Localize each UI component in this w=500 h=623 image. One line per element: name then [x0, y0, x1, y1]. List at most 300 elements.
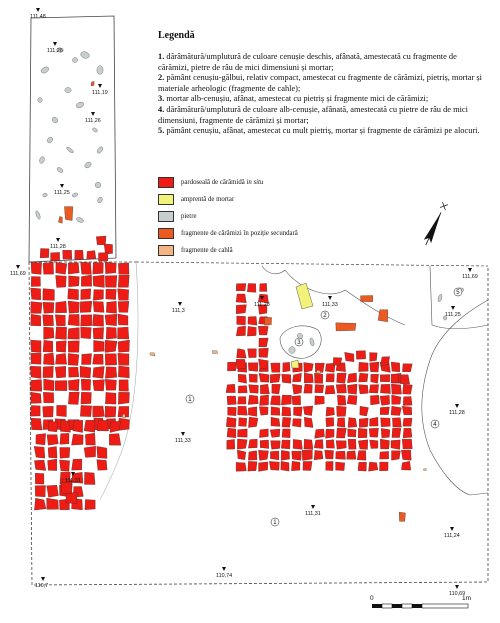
key-brick-secondary: fragmente de cărămizi în poziție secundară	[158, 226, 458, 240]
brick	[348, 418, 357, 428]
brick	[31, 392, 42, 403]
brick	[119, 380, 129, 391]
key-tile-fragments: fragmente de cahlă	[158, 243, 458, 257]
brick	[282, 417, 291, 427]
key-stones: pietre	[158, 209, 458, 223]
brick	[68, 392, 79, 405]
brick	[81, 327, 92, 339]
brick	[227, 428, 236, 438]
brick	[96, 236, 106, 245]
brick	[392, 418, 401, 428]
elevation-triangle-icon	[53, 42, 57, 46]
brick	[292, 384, 302, 394]
elevation-label: 111,25	[54, 190, 70, 196]
mortar-imprint	[296, 283, 313, 309]
brick	[47, 435, 58, 446]
brick	[347, 373, 356, 383]
brick	[380, 451, 389, 459]
elevation-label: 110,74	[216, 573, 233, 579]
elevation-label: 111,69	[10, 271, 26, 277]
stone	[76, 217, 84, 224]
brick	[336, 451, 346, 459]
stone	[75, 101, 84, 109]
brick	[260, 440, 269, 449]
brick	[105, 314, 117, 326]
brick	[370, 440, 378, 449]
brick	[380, 439, 389, 449]
brick	[31, 302, 42, 314]
brick	[238, 429, 248, 437]
elevation-label: 111,26	[47, 48, 63, 54]
brick	[51, 252, 60, 261]
layer-number-label: 4	[433, 422, 437, 429]
tile-fragment	[317, 370, 321, 373]
elevation-marker	[462, 268, 478, 280]
brick	[294, 407, 303, 416]
brick	[84, 446, 96, 457]
brick	[81, 262, 92, 274]
brick	[81, 289, 91, 300]
brick	[72, 434, 84, 445]
brick	[283, 362, 290, 372]
elevation-triangle-icon	[222, 567, 226, 571]
brick	[258, 326, 268, 335]
brick	[402, 439, 412, 449]
elevation-label: 111,48	[30, 14, 46, 20]
elevation-label: 111,31	[305, 511, 321, 517]
layer-number-label: 1	[188, 397, 192, 404]
brick	[60, 448, 70, 459]
brick	[93, 301, 104, 312]
elevation-triangle-icon	[60, 184, 64, 188]
elevation-label: 111,28	[50, 244, 66, 250]
brick	[391, 440, 400, 450]
brick	[105, 406, 116, 417]
elevation-label: 111,31	[65, 478, 81, 484]
brick	[40, 249, 49, 258]
layer-number-marker	[271, 518, 279, 526]
mortar-imprint	[291, 360, 299, 368]
brick	[304, 439, 313, 449]
brick	[118, 289, 129, 301]
brick	[44, 379, 55, 391]
elevation-marker	[85, 112, 101, 124]
elevation-marker	[175, 432, 191, 444]
brick	[347, 451, 356, 460]
brick	[260, 395, 269, 406]
brick	[56, 327, 67, 339]
stone	[97, 65, 104, 74]
brick	[271, 441, 281, 450]
brick	[326, 440, 334, 449]
brick	[292, 419, 301, 428]
layer-number-marker	[295, 338, 303, 346]
brick	[315, 429, 325, 438]
stone	[309, 338, 315, 347]
brick	[358, 428, 367, 437]
brick	[248, 439, 257, 448]
brick	[93, 314, 104, 326]
brick	[370, 417, 379, 426]
brick	[68, 353, 79, 365]
brick	[93, 328, 104, 340]
brick	[359, 362, 369, 371]
stone	[97, 196, 104, 203]
brick	[392, 428, 401, 437]
brick	[236, 284, 246, 291]
brick	[271, 417, 280, 426]
brick	[371, 374, 379, 383]
brick	[336, 462, 345, 471]
brick	[68, 263, 79, 275]
brick	[269, 461, 279, 470]
brick	[236, 359, 246, 368]
elevation-triangle-icon	[451, 306, 455, 310]
brick	[281, 450, 290, 460]
brick	[84, 472, 95, 484]
brick	[73, 420, 83, 432]
legend-item-4: 4. dărâmătură/umplutură de culoare alb-cenușie, afânată, amestecată cu pietre de râu de mici dimensiuni, fragmente de cărămizi și mortar;	[158, 104, 468, 125]
stone	[35, 210, 41, 220]
brick	[80, 405, 91, 416]
brick	[303, 406, 313, 416]
elevation-marker	[54, 184, 70, 196]
brick	[304, 373, 313, 383]
brick	[356, 351, 366, 360]
brick	[47, 498, 59, 509]
brick	[304, 417, 313, 427]
elevation-marker	[172, 302, 185, 314]
stone	[80, 51, 90, 60]
brick	[381, 418, 391, 427]
swatch-brick-secondary	[158, 228, 174, 239]
elevation-label: 111,28	[449, 410, 465, 416]
brick	[227, 396, 236, 405]
brick	[81, 315, 92, 326]
brick	[258, 450, 268, 460]
brick	[35, 486, 45, 497]
brick	[248, 349, 257, 358]
elevation-triangle-icon	[16, 265, 20, 269]
brick	[370, 395, 379, 405]
brick	[314, 440, 323, 449]
brick-fragment	[336, 323, 356, 331]
brick	[36, 434, 46, 445]
brick	[31, 277, 40, 287]
brick	[56, 341, 66, 353]
brick	[82, 354, 92, 365]
swatch-stones	[158, 211, 174, 222]
brick	[68, 328, 80, 340]
brick	[360, 406, 369, 416]
brick	[271, 407, 280, 416]
brick	[97, 446, 107, 458]
brick	[237, 349, 247, 359]
brick	[31, 340, 41, 352]
swatch-tile-fragments	[158, 245, 174, 256]
brick	[304, 363, 314, 373]
stone	[40, 66, 50, 75]
brick	[93, 275, 105, 287]
elevation-label: 111,28	[254, 302, 270, 308]
brick	[69, 276, 80, 287]
brick	[63, 250, 72, 259]
brick	[248, 451, 257, 461]
scale-start-label: 0	[370, 595, 374, 602]
brick	[359, 418, 368, 427]
brick	[259, 462, 268, 472]
key-brick-in-situ: pardoseală de cărămidă in situ	[158, 175, 458, 189]
brick	[315, 385, 324, 393]
brick	[68, 289, 79, 300]
brick	[248, 407, 257, 417]
brick	[238, 397, 246, 405]
elevation-marker	[47, 42, 63, 54]
brick-fragment	[378, 310, 388, 322]
brick	[80, 301, 92, 312]
layer-number-label: 3	[297, 340, 301, 347]
brick	[99, 253, 108, 262]
brick	[47, 485, 59, 497]
brick	[337, 418, 345, 427]
brick	[81, 379, 91, 390]
elevation-marker	[50, 238, 66, 250]
elevation-label: 111,26	[85, 118, 101, 124]
brick	[345, 352, 354, 361]
elevation-label: 111,33	[322, 302, 338, 308]
brick	[105, 392, 116, 404]
layer-number-label: 1	[273, 520, 277, 527]
brick	[369, 385, 379, 394]
brick	[236, 326, 245, 336]
brick	[31, 314, 41, 326]
brick	[258, 359, 268, 368]
brick	[48, 459, 57, 471]
brick	[247, 326, 256, 336]
brick	[292, 396, 301, 405]
brick	[260, 384, 269, 394]
brick	[281, 440, 290, 449]
stone	[46, 136, 53, 144]
brick	[57, 405, 67, 416]
brick	[118, 392, 129, 404]
stone	[42, 193, 47, 197]
stone	[39, 156, 46, 164]
stone	[66, 146, 74, 154]
brick	[105, 379, 116, 390]
brick	[48, 422, 58, 432]
brick	[34, 460, 45, 470]
brick	[43, 366, 54, 377]
layer-number-marker	[454, 288, 462, 296]
stone	[94, 181, 102, 189]
brick	[282, 374, 291, 383]
elevation-marker	[444, 527, 460, 539]
brick	[43, 289, 55, 301]
brick	[326, 374, 334, 382]
brick	[238, 386, 247, 393]
layer-number-marker	[321, 311, 329, 319]
brick	[236, 305, 246, 314]
brick	[248, 417, 258, 427]
elevation-marker	[322, 296, 338, 308]
brick	[357, 451, 366, 461]
brick-fragment	[91, 82, 94, 86]
brick	[60, 433, 69, 444]
brick	[118, 340, 130, 352]
brick	[303, 461, 312, 470]
brick	[358, 440, 368, 450]
brick	[359, 373, 368, 382]
elevation-triangle-icon	[455, 404, 459, 408]
brick	[105, 276, 117, 288]
brick	[68, 301, 79, 313]
tile-fragment	[122, 414, 125, 418]
brick	[369, 462, 378, 471]
brick-fragment	[58, 216, 62, 223]
brick	[326, 418, 334, 427]
brick	[30, 366, 41, 378]
brick	[282, 407, 291, 416]
brick	[72, 459, 82, 470]
elevation-marker	[445, 306, 461, 318]
brick	[326, 407, 335, 416]
brick-fragment	[399, 512, 405, 521]
brick	[228, 407, 237, 416]
brick	[227, 362, 236, 371]
brick	[43, 340, 53, 352]
brick	[93, 380, 105, 391]
brick	[31, 288, 41, 300]
brick	[109, 434, 121, 446]
elevation-label: 111,33	[175, 438, 191, 444]
brick	[106, 301, 116, 313]
brick	[259, 348, 269, 357]
brick	[348, 429, 357, 437]
brick	[238, 406, 248, 415]
tile-fragment	[150, 353, 155, 356]
tile-fragment	[212, 351, 218, 354]
brick	[75, 250, 84, 259]
elevation-marker	[30, 8, 46, 20]
elevation-triangle-icon	[56, 238, 60, 242]
brick	[68, 379, 79, 391]
brick-fragment	[361, 296, 373, 302]
brick	[93, 406, 105, 417]
elevation-triangle-icon	[98, 84, 102, 88]
brick	[247, 284, 256, 293]
brick	[380, 407, 389, 415]
brick	[370, 362, 379, 372]
brick	[259, 407, 268, 416]
brick	[281, 395, 291, 405]
brick	[271, 363, 280, 372]
brick	[336, 441, 346, 450]
layer-number-label: 2	[323, 313, 327, 320]
elevation-triangle-icon	[181, 432, 185, 436]
brick	[347, 384, 357, 394]
brick	[239, 418, 247, 427]
brick	[270, 374, 280, 383]
brick	[314, 373, 322, 383]
brick	[403, 397, 412, 406]
brick	[105, 340, 117, 352]
elevation-label: 111,3	[172, 308, 185, 314]
brick	[93, 354, 104, 364]
brick	[238, 374, 247, 383]
brick-fragment	[264, 317, 271, 325]
legend-item-2: 2. pământ cenușiu-gălbui, relativ compact, amestecat cu fragmente de cărămizi, pietriș, mortar și materiale arheologic (fragmente de cahle);	[158, 73, 482, 93]
stone	[96, 146, 104, 154]
stone	[84, 161, 93, 169]
brick	[333, 358, 342, 366]
brick	[281, 461, 289, 471]
brick	[302, 450, 312, 460]
brick	[84, 420, 95, 432]
swatch-brick-in-situ	[158, 177, 174, 188]
brick	[347, 395, 357, 404]
brick	[337, 395, 346, 405]
brick	[401, 450, 411, 460]
brick	[55, 381, 67, 391]
brick	[337, 406, 347, 416]
brick	[391, 374, 399, 383]
legend-item-3: 3. mortar alb-cenușiu, afânat, amestecat cu pietriș și fragmente mici de cărămizi;	[158, 94, 429, 104]
brick	[66, 493, 77, 504]
brick	[391, 406, 401, 415]
brick	[270, 429, 280, 437]
brick	[236, 294, 246, 303]
brick	[34, 446, 45, 458]
brick	[87, 251, 96, 260]
stone	[71, 56, 78, 63]
stone	[288, 346, 296, 354]
brick	[259, 373, 269, 382]
brick-fragment	[64, 207, 73, 221]
brick	[260, 283, 267, 291]
brick	[381, 428, 390, 437]
brick	[226, 384, 235, 392]
brick	[81, 275, 91, 286]
elevation-triangle-icon	[328, 296, 332, 300]
brick	[304, 384, 313, 393]
brick	[85, 433, 95, 445]
brick	[401, 461, 410, 470]
brick	[369, 428, 378, 437]
elevation-label: 111,25	[445, 312, 461, 318]
brick	[403, 384, 413, 394]
brick	[118, 327, 129, 339]
brick	[106, 289, 117, 299]
brick	[292, 451, 302, 460]
brick	[403, 428, 412, 438]
brick	[380, 395, 390, 405]
brick	[391, 362, 400, 372]
brick	[402, 406, 412, 415]
brick	[326, 429, 335, 438]
brick	[249, 385, 259, 394]
brick	[270, 451, 279, 460]
brick	[314, 450, 323, 460]
brick	[43, 406, 54, 417]
brick	[402, 364, 412, 372]
brick	[118, 275, 129, 287]
elevation-triangle-icon	[455, 585, 459, 589]
brick	[291, 461, 300, 471]
brick	[392, 451, 401, 461]
elevation-marker	[35, 577, 48, 589]
brick	[105, 262, 116, 274]
